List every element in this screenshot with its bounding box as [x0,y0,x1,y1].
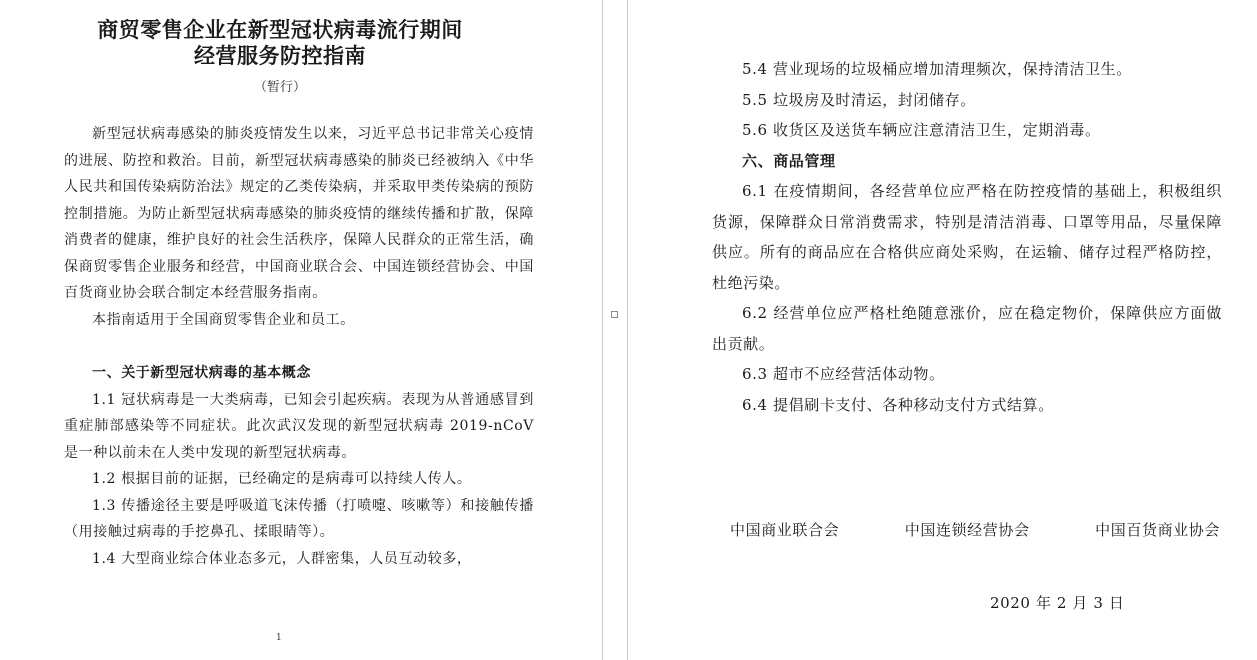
section-6-heading: 六、商品管理 [742,151,836,170]
section-1-heading: 一、关于新型冠状病毒的基本概念 [92,365,311,381]
document-page-right [632,0,1257,660]
item-1-1: 1.1 冠状病毒是一大类病毒，已知会引起疾病。表现为从普通感冒到重症肺部感染等不同症状。此次武汉发现的新型冠状病毒 2019-nCoV 是一种以前未在人类中发现的新型冠状病毒。 [64,391,534,461]
intro-paragraph: 新型冠状病毒感染的肺炎疫情发生以来，习近平总书记非常关心疫情的进展、防控和救治。目前，新型冠状病毒感染的肺炎已经被纳入《中华人民共和国传染病防治法》规定的乙类传染病，并采取甲类传染病的预防控制措施。为防止新型冠状病毒感染的肺炎疫情的继续传播和扩散，保障消费者的健康，维护良好的社会生活秩序，保障人民群众的正常生活，确保商贸零售企业服务和经营，中国商业联合会、中国连锁经营协会、中国百货商业协会联合制定本经营服务指南。 [64,126,534,301]
document-page-left [0,0,600,660]
item-1-2: 1.2 根据目前的证据，已经确定的是病毒可以持续人传人。 [92,471,472,487]
item-5-4: 5.4 营业现场的垃圾桶应增加清理频次，保持清洁卫生。 [742,60,1132,78]
item-5-5: 5.5 垃圾房及时清运，封闭储存。 [742,90,976,109]
page-left-border [602,0,603,660]
page-number: 1 [276,633,282,643]
signatory-list [730,519,1220,540]
signatory-commerce-federation: 中国商业联合会 [730,521,840,539]
paragraph-spacer [64,333,534,360]
signatory-department-store-association: 中国百货商业协会 [1095,521,1220,539]
scope-paragraph: 本指南适用于全国商贸零售企业和员工。 [92,311,355,328]
item-1-4: 1.4 大型商业综合体业态多元，人群密集，人员互动较多， [92,550,472,567]
document-title-line2: 经营服务防控指南 [194,43,366,68]
signatory-chain-store-association: 中国连锁经营协会 [904,521,1030,539]
item-6-2: 6.2 经营单位应严格杜绝随意涨价，应在稳定物价，保障供应方面做出贡献。 [712,304,1222,353]
document-title-line1: 商贸零售企业在新型冠状病毒流行期间 [97,17,463,42]
page-gutter [600,0,632,660]
left-page-body [64,121,534,572]
item-5-6: 5.6 收货区及送货车辆应注意清洁卫生，定期消毒。 [742,121,1101,139]
item-6-1: 6.1 在疫情期间，各经营单位应严格在防控疫情的基础上，积极组织货源，保障群众日常消费需求，特别是清洁消毒、口罩等用品，尽量保障供应。所有的商品应在合格供应商处采购，在运输、储存过程严格防控，杜绝污染。 [712,182,1222,292]
item-6-4: 6.4 提倡刷卡支付、各种移动支付方式结算。 [742,395,1054,414]
item-6-3: 6.3 超市不应经营活体动物。 [742,365,945,383]
page-right-border [627,0,628,660]
document-subtitle: （暂行） [253,80,306,95]
right-page-body [712,54,1222,420]
item-1-3: 1.3 传播途径主要是呼吸道飞沫传播（打喷嚏、咳嗽等）和接触传播（用接触过病毒的手挖鼻孔、揉眼睛等）。 [64,497,534,540]
split-resize-handle[interactable] [611,311,618,318]
document-date: 2020 年 2 月 3 日 [990,594,1125,612]
